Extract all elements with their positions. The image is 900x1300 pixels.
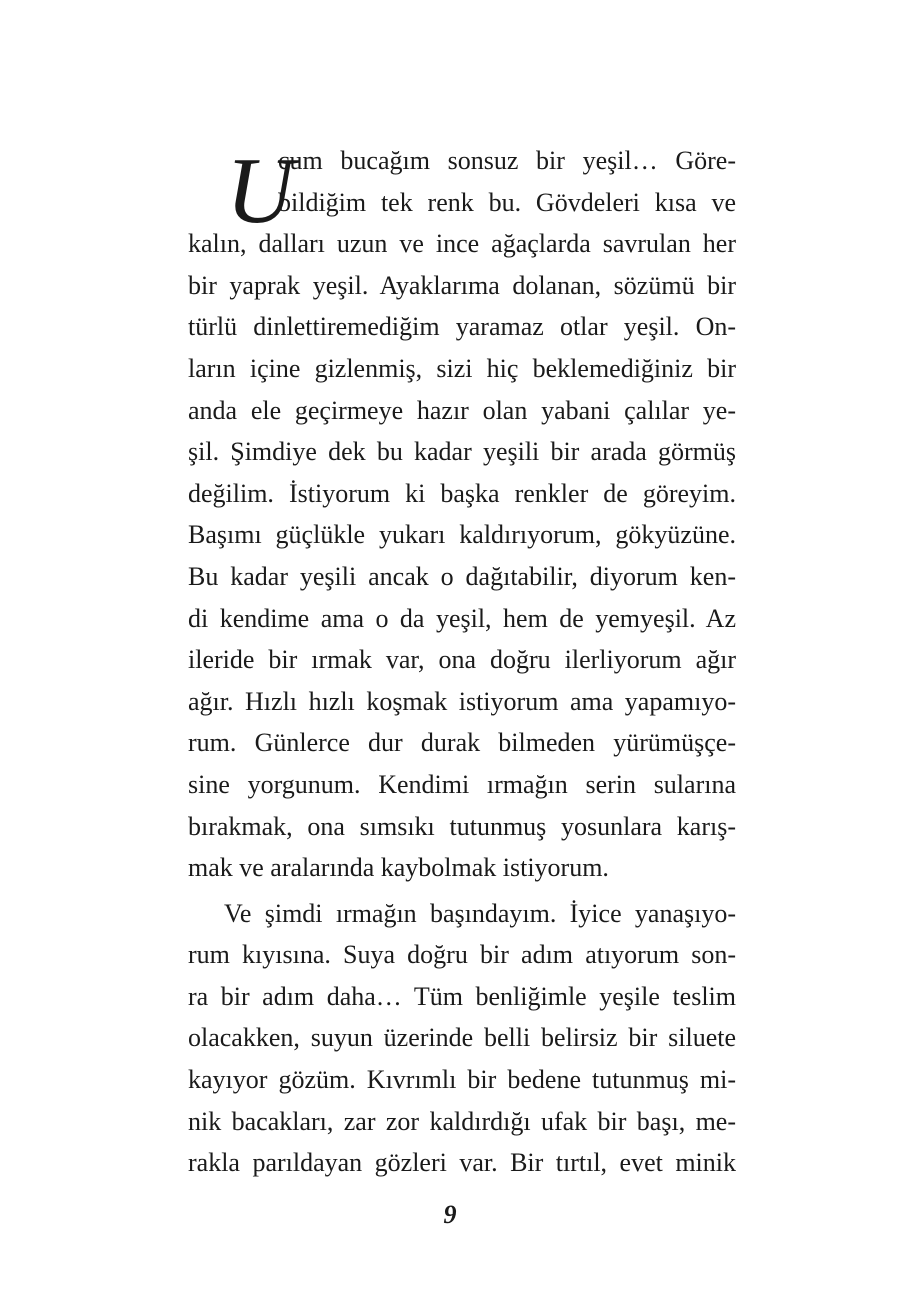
text-line: kayıyor gözüm. Kıvrımlı bir bedene tutunmuş mi- [188, 1065, 736, 1095]
paragraph-2 [188, 893, 736, 1184]
text-line: anda ele geçirmeye hazır olan yabani çalılar ye- [188, 395, 736, 425]
text-line: türlü dinlettiremediğim yaramaz otlar yeşil. On- [188, 312, 736, 342]
text-line: sine yorgunum. Kendimi ırmağın serin sularına [188, 769, 736, 799]
text-line: di kendime ama o da yeşil, hem de yemyeşil. Az [188, 603, 736, 633]
page-number: 9 [443, 1200, 457, 1229]
text-line: rum. Günlerce dur durak bilmeden yürümüşçe- [188, 728, 736, 758]
paragraph-1 [188, 140, 736, 889]
text-line: mak ve aralarında kaybolmak istiyorum. [188, 853, 609, 883]
text-line: ileride bir ırmak var, ona doğru ilerliyorum ağır [188, 645, 736, 675]
text-line: şil. Şimdiye dek bu kadar yeşili bir arada görmüş [188, 437, 736, 467]
text-line: bir yaprak yeşil. Ayaklarıma dolanan, sözümü bir [188, 270, 736, 300]
text-line: değilim. İstiyorum ki başka renkler de göreyim. [188, 478, 736, 508]
text-line: olacakken, suyun üzerinde belli belirsiz bir siluete [188, 1023, 736, 1053]
text-line: kalın, dalları uzun ve ince ağaçlarda savrulan her [188, 229, 736, 259]
text-line: ra bir adım daha… Tüm benliğimle yeşile teslim [188, 981, 736, 1011]
text-line: bildiğim tek renk bu. Gövdeleri kısa ve [278, 187, 736, 217]
text-line: bırakmak, ona sımsıkı tutunmuş yosunlara karış- [188, 811, 736, 841]
text-line: nik bacakları, zar zor kaldırdığı ufak bir başı, me- [188, 1106, 736, 1136]
text-line: rum kıyısına. Suya doğru bir adım atıyorum son- [188, 940, 736, 970]
body-text [188, 140, 736, 1184]
text-line: Bu kadar yeşili ancak o dağıtabilir, diyorum ken- [188, 561, 736, 591]
text-line: rakla parıldayan gözleri var. Bir tırtıl, evet minik [188, 1148, 736, 1178]
text-line: ların içine gizlenmiş, sizi hiç beklemediğiniz bir [188, 353, 736, 383]
drop-cap: U [226, 139, 294, 243]
text-line: cum bucağım sonsuz bir yeşil… Göre- [278, 146, 736, 175]
text-line: Ve şimdi ırmağın başındayım. İyice yanaşıyo- [224, 898, 736, 928]
text-line: ağır. Hızlı hızlı koşmak istiyorum ama yapamıyo- [188, 686, 736, 716]
text-line: Başımı güçlükle yukarı kaldırıyorum, gökyüzüne. [188, 520, 736, 550]
